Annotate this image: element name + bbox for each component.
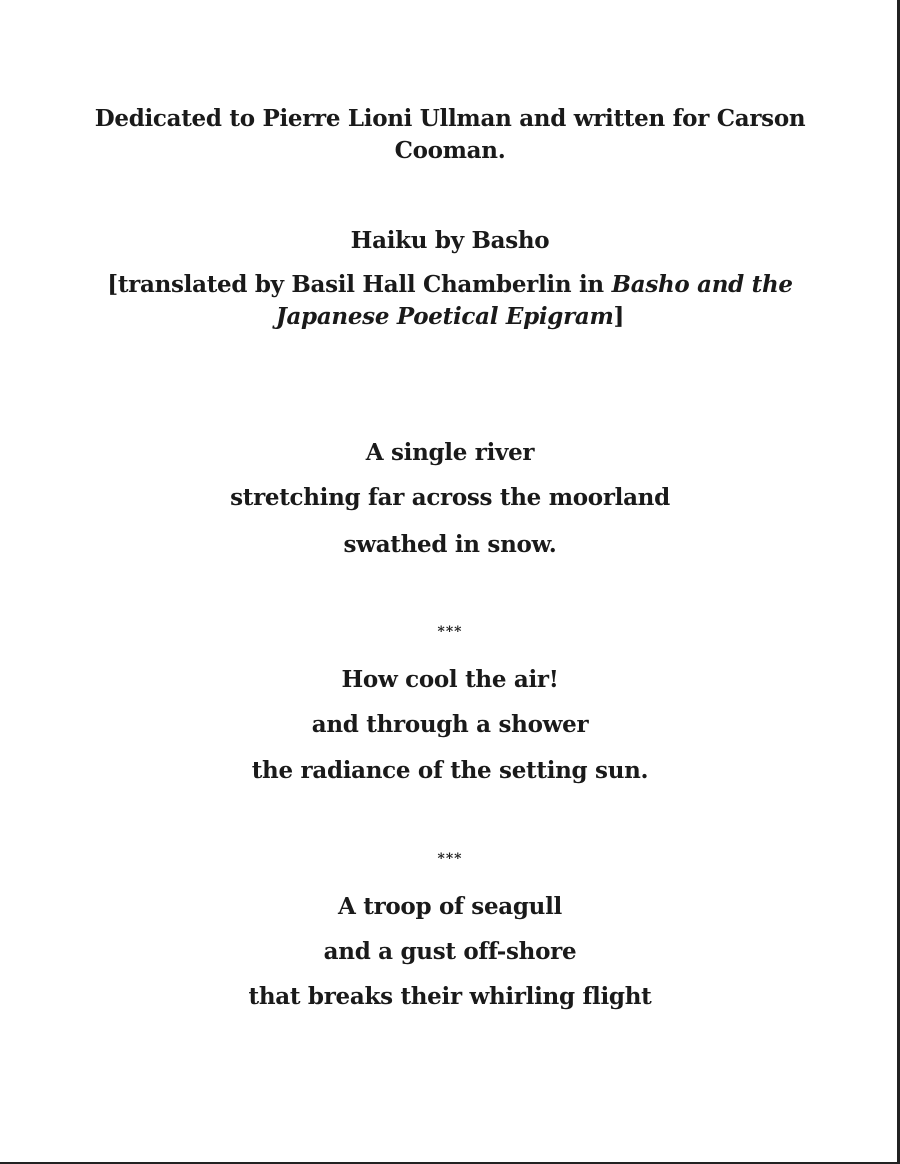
dedication-line-1: Dedicated to Pierre Lioni Ullman and written for Carson	[94, 105, 806, 132]
page-title: Haiku by Basho	[350, 227, 550, 254]
book-title-part-2: Japanese Poetical Epigram	[275, 303, 614, 330]
poem-1-line-2: stretching far across the moorland	[230, 484, 670, 511]
poem-3-line-1: A troop of seagull	[338, 893, 562, 920]
poem-separator: ***	[437, 624, 463, 640]
translation-suffix: ]	[613, 303, 625, 330]
poem-1-line-1: A single river	[365, 439, 535, 466]
dedication-line-2: Cooman.	[394, 137, 506, 164]
poem-separator: ***	[437, 851, 463, 867]
poem-2-line-1: How cool the air!	[341, 666, 559, 693]
poem-2-line-3: the radiance of the setting sun.	[251, 757, 649, 784]
translation-credit-line-2	[0, 302, 900, 332]
translation-credit-line-1	[0, 270, 900, 300]
poem-3-line-2: and a gust off-shore	[323, 938, 577, 965]
book-title-part-1: Basho and the	[611, 271, 793, 298]
poem-1-line-3: swathed in snow.	[343, 531, 557, 558]
poem-2-line-2: and through a shower	[311, 711, 589, 738]
translation-prefix: [translated by Basil Hall Chamberlin in	[107, 271, 612, 298]
poem-3-line-3: that breaks their whirling flight	[248, 983, 652, 1010]
